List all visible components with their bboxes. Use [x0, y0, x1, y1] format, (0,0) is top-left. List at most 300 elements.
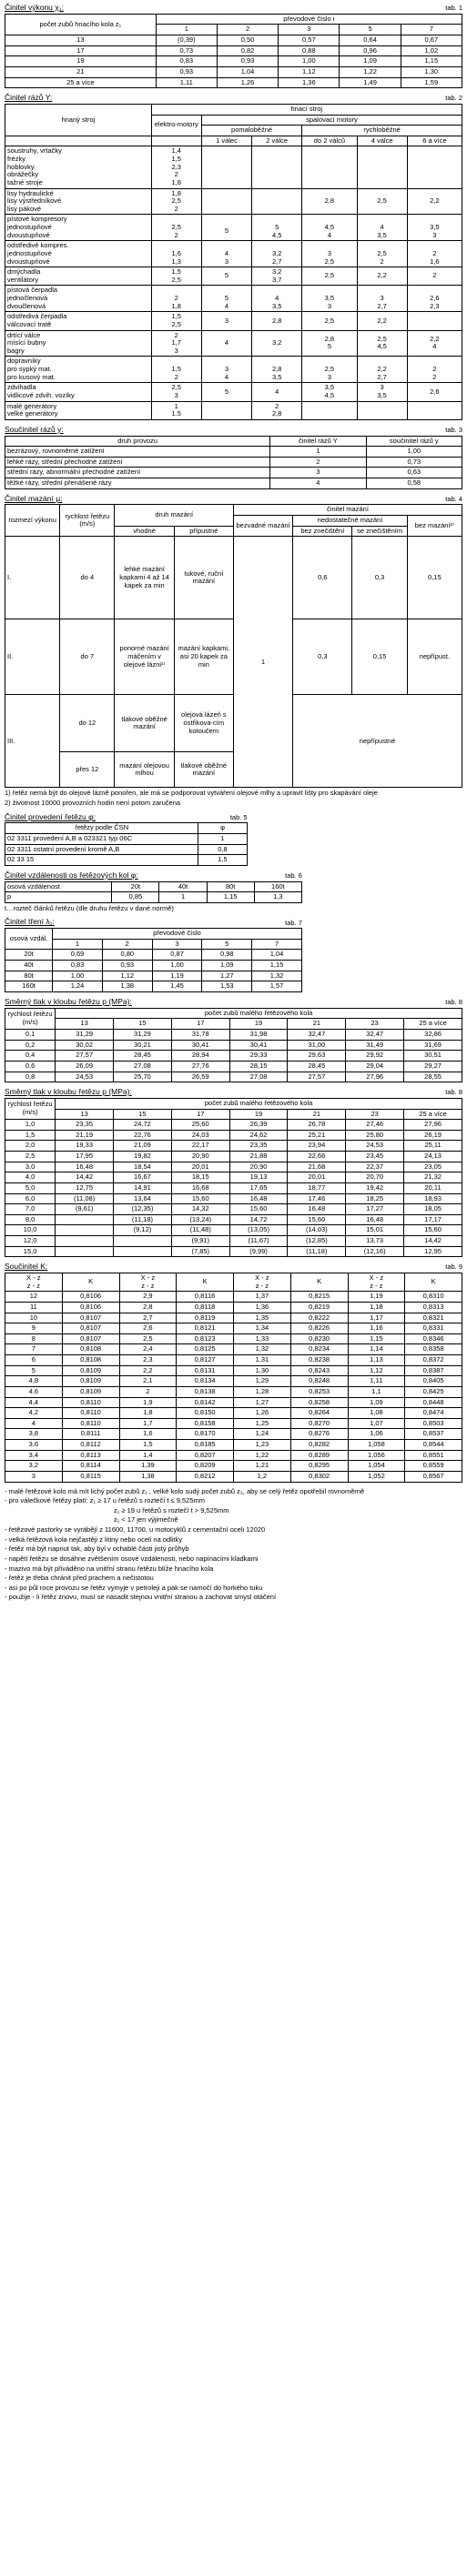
table-cell: 28,15	[229, 1061, 288, 1072]
table-cell: 1,25	[234, 1418, 291, 1429]
table-cell: 17,27	[346, 1204, 404, 1215]
table-cell: 16,48	[229, 1193, 288, 1204]
table-cell: 3,5 3	[407, 215, 462, 241]
table-cell: 0,8110	[62, 1397, 119, 1408]
table-cell: 0,93	[102, 961, 152, 971]
table-cell: 26,78	[288, 1120, 346, 1131]
table-cell: 24,03	[171, 1130, 229, 1141]
header-factor: činitel mazání	[233, 505, 462, 516]
table-cell: 0,73	[156, 45, 217, 56]
header-comb: spalovací motory	[201, 115, 462, 126]
table-cell: 4,6	[5, 1386, 63, 1397]
table-cell: 3 3,5	[357, 383, 407, 401]
table-cell: 0,8313	[405, 1302, 462, 1313]
note-item: - napětí řetězu se dosáhne zvětšením osové vzdálenosti, nebo napínacími kladkami	[5, 1554, 259, 1563]
header-y: součinitel rázů y	[366, 436, 462, 447]
table-cell: 25 a více	[5, 77, 157, 88]
table-cell: 18,15	[171, 1172, 229, 1183]
note-item: - mazivo má být přiváděno na vnitřní stranu řetězu blíže hnacího kola	[5, 1564, 214, 1573]
table-cell: 14,42	[56, 1172, 114, 1183]
table-cell: 1,056	[348, 1450, 405, 1461]
table-cell: 13	[56, 1109, 114, 1120]
table-cell: 26,19	[404, 1130, 462, 1141]
table-row	[5, 1051, 462, 1062]
table-row	[5, 45, 462, 56]
table-cell: 0,8567	[405, 1471, 462, 1482]
table-cell: 0,8230	[290, 1333, 348, 1344]
table-row	[5, 1365, 462, 1376]
table-row	[5, 468, 462, 478]
table-cell: 3 2,7	[357, 286, 407, 312]
table-cell: 80t	[207, 881, 254, 892]
table-cell	[201, 146, 251, 188]
table-4-section	[5, 495, 462, 808]
table-cell: 23	[346, 1019, 404, 1030]
table-cell: osová vzdálenost	[5, 881, 112, 892]
table-cell: 20t	[112, 881, 159, 892]
table-row	[5, 833, 248, 844]
table-cell: (9,12)	[114, 1225, 172, 1236]
table-cell: 29,27	[404, 1061, 462, 1072]
table-5-title: Činitel provedení řetězu φ:	[5, 811, 96, 821]
table-cell: 25 a více	[404, 1019, 462, 1030]
table-cell: 21,88	[229, 1152, 288, 1162]
table-cell: 19	[5, 56, 157, 67]
table-cell: K	[62, 1273, 119, 1292]
table-cell: 32,86	[404, 1030, 462, 1041]
table-cell: 1,5 2,5	[151, 267, 201, 286]
table-cell: 0,57	[279, 35, 340, 46]
table-row	[5, 1344, 462, 1355]
table-cell: 1,058	[348, 1440, 405, 1451]
table-cell: 2	[407, 267, 462, 286]
table-cell: 30,41	[229, 1040, 288, 1051]
table-row	[5, 1072, 462, 1082]
table-cell: 16,68	[171, 1182, 229, 1193]
table-cell: 40t	[5, 961, 53, 971]
table-cell: zdvihadla vidlicové zdvih. vozíky	[5, 383, 152, 401]
table-cell	[302, 146, 357, 188]
table-cell	[201, 401, 251, 419]
note-item: z₁ < 17 jen výjimečně	[114, 1515, 178, 1524]
table-8b-label: tab. 8	[445, 1088, 462, 1097]
table-cell: 0,8289	[290, 1450, 348, 1461]
table-cell: 1,04	[217, 66, 278, 77]
table-cell: 1,07	[348, 1418, 405, 1429]
table-cell: 9	[5, 1323, 63, 1334]
table-cell: 7	[252, 939, 302, 950]
table-cell: 0,8551	[405, 1450, 462, 1461]
table-cell: 17,65	[229, 1182, 288, 1193]
header-ratio: převodové číslo i	[156, 14, 462, 25]
table-row	[5, 1061, 462, 1072]
table-cell: 30,41	[171, 1040, 229, 1051]
table-cell: 15,01	[346, 1225, 404, 1236]
table-cell: 1,49	[340, 77, 401, 88]
table-cell: 0,2	[5, 1040, 56, 1051]
table-3-title: Součinitel rázů y:	[5, 424, 64, 434]
table-cell: 1,00	[152, 961, 202, 971]
table-1-title: Činitel výkonu χ₁:	[5, 3, 64, 12]
header-teeth: počet zubů hnacího kola z₁	[5, 14, 157, 35]
table-cell: 23,94	[288, 1141, 346, 1152]
table-cell	[56, 1246, 114, 1257]
table-cell: 1,04	[252, 950, 302, 961]
table-cell: 2 1,7 3	[151, 330, 201, 357]
table-cell: 0,96	[340, 45, 401, 56]
table-cell: 0,8123	[177, 1333, 234, 1344]
table-cell: 1,27	[202, 971, 252, 981]
table-cell: 3	[270, 468, 366, 478]
table-cell: 0,8234	[290, 1344, 348, 1355]
table-cell: 21	[288, 1109, 346, 1120]
table-cell: 1,36	[279, 77, 340, 88]
table-8a-label: tab. 8	[445, 998, 462, 1007]
table-cell: 1,39	[119, 1461, 177, 1472]
table-cell: 22,37	[346, 1162, 404, 1172]
table-cell: 160t	[254, 881, 301, 892]
table-cell: 1,09	[348, 1397, 405, 1408]
table-cell: 0,8118	[177, 1302, 234, 1313]
table-cell: 1,13	[348, 1355, 405, 1366]
table-row	[5, 961, 302, 971]
table-cell: 29,63	[288, 1051, 346, 1062]
table-cell: 26,09	[56, 1061, 114, 1072]
table-cell: 27,46	[346, 1120, 404, 1131]
table-6-title: Činitel vzdálenosti os řetězových kol φ:	[5, 870, 138, 880]
table-cell: 2,5 2	[151, 215, 201, 241]
table-cell: 0,8282	[290, 1440, 348, 1451]
table-cell: 0,8106	[62, 1302, 119, 1313]
table-cell: (13,24)	[171, 1214, 229, 1225]
table-cell: 1,22	[340, 66, 401, 77]
header-driven: hnaný stroj	[5, 104, 152, 136]
table-cell: 1,3	[254, 892, 301, 903]
table-cell: 19	[229, 1019, 288, 1030]
table-8a-title: Směrný tlak v kloubu řetězu p (MPa):	[5, 996, 132, 1006]
table-cell: 0,8113	[62, 1450, 119, 1461]
table-cell: 1	[53, 939, 103, 950]
table-row	[5, 1302, 462, 1313]
table-cell: 0,8372	[405, 1355, 462, 1366]
table-cell: 1,6	[119, 1429, 177, 1440]
table-cell: 0,8125	[177, 1344, 234, 1355]
table-cell: 1	[156, 25, 217, 35]
table-cell	[357, 146, 407, 188]
table-cell: 2 válce	[252, 136, 302, 146]
table-cell: 19	[229, 1109, 288, 1120]
table-row	[5, 457, 462, 468]
table-6-note: t…rozteč článků řetězu (dle druhu řetězu v dané normě)	[5, 903, 174, 912]
table-cell: 1,19	[152, 971, 202, 981]
table-cell: 2,5	[357, 188, 407, 215]
table-cell: 1,11	[348, 1376, 405, 1387]
table-cell: 13,73	[346, 1236, 404, 1247]
table-cell: 12,95	[404, 1246, 462, 1257]
table-cell: K	[290, 1273, 348, 1292]
table-cell: 8,0	[5, 1214, 56, 1225]
table-cell: 2 2,8	[252, 401, 302, 419]
table-cell: 3,2	[252, 330, 302, 357]
table-7: osová vzdál. převodové číslo 1 2 3 5 7 20t 0,69 0,80 0,87 0,98 1,04 40t 0,83 0,93 1,00 1,09 1,15 80t 1,00 1,12 1,19 1,27 1,32 160t 1,24 1,38 1,45 1,53 1,57	[5, 928, 302, 992]
table-cell: 0,8295	[290, 1461, 348, 1472]
table-row	[5, 1152, 462, 1162]
table-cell: odstředivé kompres. jednostupňové dvoustupňové	[5, 241, 152, 267]
table-cell	[114, 1246, 172, 1257]
table-cell: 25,80	[346, 1130, 404, 1141]
table-cell: 1,054	[348, 1461, 405, 1472]
table-cell: 0,8109	[62, 1365, 119, 1376]
table-cell: 2,2 4	[407, 330, 462, 357]
table-cell: 1,00	[53, 971, 103, 981]
table-cell: 2,8	[302, 188, 357, 215]
table-cell: 0,8109	[62, 1386, 119, 1397]
table-row	[5, 971, 302, 981]
table-cell: 19,13	[229, 1172, 288, 1183]
table-cell: 23,05	[404, 1162, 462, 1172]
table-cell: 1	[198, 833, 247, 844]
table-7-section	[5, 918, 462, 992]
table-cell: 21	[5, 66, 157, 77]
table-cell: 0,8114	[62, 1461, 119, 1472]
table-cell: pístové kompresory jednostupňové dvoustupňové	[5, 215, 152, 241]
table-cell: 10	[5, 1313, 63, 1323]
table-cell: 5 4,5	[252, 215, 302, 241]
table-row	[5, 267, 462, 286]
table-cell: 2	[102, 939, 152, 950]
table-cell: 1,4	[119, 1450, 177, 1461]
table-4-label: tab. 4	[445, 494, 462, 503]
note-item: - řetěz je třeba chránit před prachem a nečistotou	[5, 1574, 154, 1583]
table-cell: 20,01	[288, 1172, 346, 1183]
table-cell: 31,00	[288, 1040, 346, 1051]
table-cell: pístová čerpadla jednočlenová dvoučlenová	[5, 286, 152, 312]
table-cell: 24,53	[346, 1141, 404, 1152]
table-cell: 7	[401, 25, 462, 35]
table-cell: 02 33 15	[5, 855, 198, 866]
table-row	[5, 1292, 462, 1303]
table-3	[5, 436, 462, 489]
table-9-title: Součinitel K:	[5, 1262, 48, 1272]
table-cell: 0,8321	[405, 1313, 462, 1323]
table-6-section	[5, 871, 462, 913]
table-cell: 14,42	[404, 1236, 462, 1247]
table-cell: rychloběžné	[302, 126, 462, 136]
table-row	[5, 1141, 462, 1152]
table-cell: 1,09	[202, 961, 252, 971]
table-cell: 1,00	[366, 447, 462, 458]
table-cell: 31,98	[229, 1030, 288, 1041]
table-cell: malé generátory velké generátory	[5, 401, 152, 419]
table-cell: 25,70	[114, 1072, 172, 1082]
table-cell: 1,53	[202, 981, 252, 992]
table-cell: 0,85	[112, 892, 159, 903]
table-cell: 1 1.5	[151, 401, 201, 419]
table-cell: (11,48)	[171, 1225, 229, 1236]
table-cell: 2,8	[252, 312, 302, 330]
table-cell: 0,8544	[405, 1440, 462, 1451]
table-cell: 0,50	[217, 35, 278, 46]
table-cell: 4,4	[5, 1397, 63, 1408]
table-cell: 0,8219	[290, 1302, 348, 1313]
table-cell: 0,8264	[290, 1408, 348, 1419]
table-cell	[56, 1214, 114, 1225]
table-cell: 0,8116	[177, 1292, 234, 1303]
table-cell: 1,31	[234, 1355, 291, 1366]
table-row	[5, 215, 462, 241]
table-row	[5, 330, 462, 357]
table-cell: 3,6	[5, 1440, 63, 1451]
table-cell: 3	[152, 939, 202, 950]
table-cell	[252, 146, 302, 188]
table-cell: 2 2	[407, 357, 462, 383]
table-cell: 14,91	[114, 1182, 172, 1193]
table-5: řetězy podle ČSN φ 02 3311 provedení A,B a 023321 typ 06C 1 02 3311 ostatní provedení kromě A,B 0,8 02 33 15 1,5	[5, 822, 248, 866]
table-cell: 0,8119	[177, 1313, 234, 1323]
table-row	[5, 1397, 462, 1408]
table-cell: 1,30	[234, 1365, 291, 1376]
table-cell: 20,90	[229, 1162, 288, 1172]
table-row	[5, 478, 462, 489]
table-cell: 24,62	[229, 1130, 288, 1141]
table-cell: 0,8170	[177, 1429, 234, 1440]
table-cell: 1 válec	[201, 136, 251, 146]
table-cell: 160t	[5, 981, 53, 992]
table-cell: 1,5	[5, 1130, 56, 1141]
table-cell: 31,69	[404, 1040, 462, 1051]
table-cell: 2,1	[119, 1376, 177, 1387]
table-cell: (13,05)	[229, 1225, 288, 1236]
table-row	[5, 1120, 462, 1131]
header-speed: rychlost řetězu (m/s)	[60, 505, 115, 537]
table-cell: 1,5 2,5	[151, 312, 201, 330]
table-cell	[407, 401, 462, 419]
table-row	[5, 1376, 462, 1387]
table-cell: 31,49	[346, 1040, 404, 1051]
table-row	[5, 1461, 462, 1472]
table-cell: 0,8134	[177, 1376, 234, 1387]
table-row	[5, 1130, 462, 1141]
table-cell: 11	[5, 1302, 63, 1313]
table-row	[5, 855, 248, 866]
table-cell: dmýchadla ventilátory	[5, 267, 152, 286]
table-cell: 28,45	[288, 1061, 346, 1072]
table-cell: 1,12	[102, 971, 152, 981]
table-cell: 20t	[5, 950, 53, 961]
table-cell: 1,19	[348, 1292, 405, 1303]
table-cell: p	[5, 892, 112, 903]
table-cell: K	[177, 1273, 234, 1292]
table-cell: 1,59	[401, 77, 462, 88]
table-cell: 0,63	[366, 468, 462, 478]
table-cell: 1,8 2,5 2	[151, 188, 201, 215]
table-cell: 2	[270, 457, 366, 468]
table-cell: 2 1,8	[151, 286, 201, 312]
table-cell: 0,4	[5, 1051, 56, 1062]
table-cell: 14,32	[171, 1204, 229, 1215]
table-cell: 3,4	[5, 1450, 63, 1461]
notes-list	[5, 1488, 462, 1603]
table-cell: 1,35	[234, 1313, 291, 1323]
table-row	[5, 1323, 462, 1334]
table-cell: 27,08	[229, 1072, 288, 1082]
table-cell: 0,8150	[177, 1408, 234, 1419]
table-cell: 2,5 2	[357, 241, 407, 267]
table-8a-section	[5, 998, 462, 1082]
table-cell: (14,03)	[288, 1225, 346, 1236]
table-cell: 1,5	[198, 855, 247, 866]
table-cell: 2,7	[119, 1313, 177, 1323]
table-cell: 0,8	[198, 844, 247, 855]
table-cell: 5	[340, 25, 401, 35]
table-cell: 16,48	[56, 1162, 114, 1172]
table-cell: (11,18)	[288, 1246, 346, 1257]
table-cell: soustruhy, vrtačky frézky hoblovky obrážečky tažné stroje	[5, 146, 152, 188]
table-cell: 0,8127	[177, 1355, 234, 1366]
table-cell: 2,8 3,5	[252, 357, 302, 383]
table-cell: 1,17	[348, 1313, 405, 1323]
table-cell: 19,33	[56, 1141, 114, 1152]
table-cell: 0,8185	[177, 1440, 234, 1451]
table-cell: 0,93	[156, 66, 217, 77]
table-cell: 1	[270, 447, 366, 458]
table-cell: 1,08	[348, 1408, 405, 1419]
table-cell: 0,64	[340, 35, 401, 46]
table-cell: 0,88	[279, 45, 340, 56]
table-cell: 6,0	[5, 1193, 56, 1204]
table-cell: 5	[201, 267, 251, 286]
table-cell: 2,2	[119, 1365, 177, 1376]
table-cell: 2,5	[5, 1152, 56, 1162]
table-cell: 0,8109	[62, 1376, 119, 1387]
table-cell: 0,8207	[177, 1450, 234, 1461]
table-cell	[56, 1225, 114, 1236]
table-row	[5, 1193, 462, 1204]
note-item: - řetěz má být napnut tak, aby byl v ochablé části jistý průhyb	[5, 1545, 189, 1554]
table-cell: 0,8106	[62, 1292, 119, 1303]
table-7-title: Činitel tření λ₁:	[5, 917, 55, 927]
table-cell: 2,5 3	[302, 357, 357, 383]
table-cell: bezrázový, rovnoměrné zatížení	[5, 447, 270, 458]
table-cell: 2,6 2,3	[407, 286, 462, 312]
table-cell: 2	[119, 1386, 177, 1397]
table-cell: (11,18)	[114, 1214, 172, 1225]
table-5-section	[5, 813, 462, 866]
table-cell: 1,37	[234, 1292, 291, 1303]
table-cell: 5	[201, 215, 251, 241]
table-cell	[407, 146, 462, 188]
table-cell: 1,29	[234, 1376, 291, 1387]
table-cell: 30,02	[56, 1040, 114, 1051]
note-item: - použije - li řetěz znovu, musí se nasadit stejnou vnitřní stranou a zachovat smysl otáčení	[5, 1593, 277, 1602]
table-cell: 1,2	[234, 1471, 291, 1482]
table-row	[5, 981, 302, 992]
table-cell: 1,22	[234, 1450, 291, 1461]
table-cell: 18,54	[114, 1162, 172, 1172]
table-cell: (11,08)	[56, 1193, 114, 1204]
table-cell: 1,09	[340, 56, 401, 67]
table-row	[5, 1182, 462, 1193]
table-9-section	[5, 1263, 462, 1482]
table-cell: 31,78	[171, 1030, 229, 1041]
table-cell: 1,45	[152, 981, 202, 992]
table-cell: 0,98	[202, 950, 252, 961]
table-cell: 1,36	[234, 1302, 291, 1313]
table-row	[5, 1313, 462, 1323]
table-cell: 1,23	[234, 1440, 291, 1451]
table-cell: 2,9	[119, 1292, 177, 1303]
table-cell: X - z z - z	[234, 1273, 291, 1292]
